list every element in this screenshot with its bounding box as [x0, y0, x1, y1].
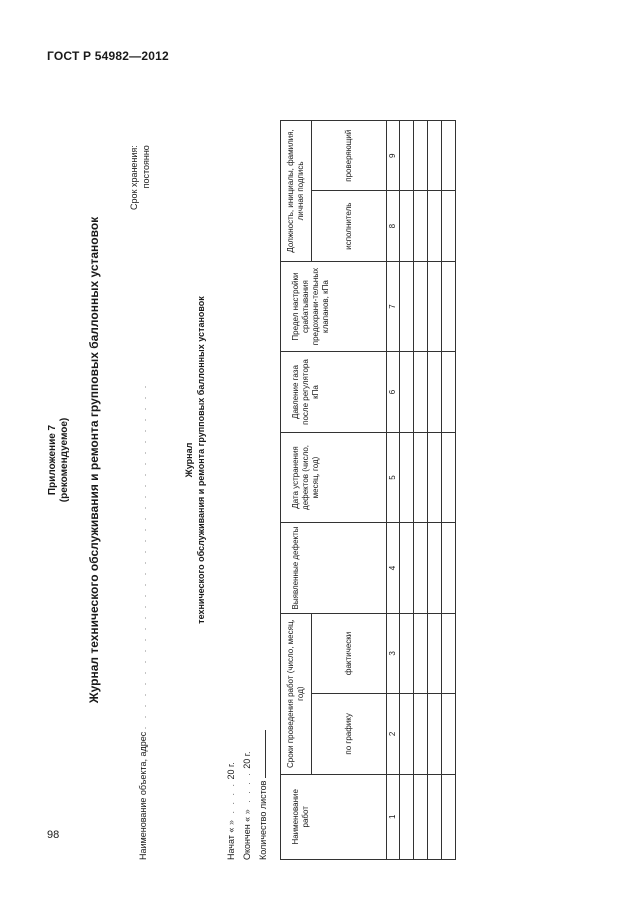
object-address-label: Наименование объекта, адрес [138, 731, 148, 860]
header-work-name: Наименование работ [281, 774, 387, 859]
column-number: 4 [387, 523, 400, 613]
journal-subtitle-text: технического обслуживания и ремонта групповых баллонных установок [196, 296, 206, 624]
object-address-blank: . . . . . . . . . . . . . . . . . . . . . . . . . . . . . . . . [138, 382, 148, 730]
table-cell[interactable] [442, 352, 456, 432]
appendix-subtitle: (рекомендуемое) [59, 417, 70, 503]
header-by-schedule: по графику [312, 694, 387, 774]
finished-day-blank: » . . . . [242, 771, 252, 815]
column-number-row [387, 121, 400, 860]
table-cell[interactable] [442, 694, 456, 774]
started-year: 20 [226, 769, 236, 780]
table-cell[interactable] [414, 432, 428, 522]
table-cell[interactable] [400, 191, 414, 261]
sheets-blank [265, 730, 266, 778]
table-cell[interactable] [428, 191, 442, 261]
column-number: 5 [387, 432, 400, 522]
header-defects-fixed-date: Дата устранения дефектов (число, месяц, год) [281, 432, 387, 522]
started-day-blank: » . . . . [226, 782, 236, 826]
appendix-heading [47, 60, 71, 860]
blank-rows [400, 121, 456, 860]
column-number: 3 [387, 613, 400, 693]
column-number: 2 [387, 694, 400, 774]
table-cell[interactable] [400, 352, 414, 432]
column-number: 9 [387, 121, 400, 191]
finished-year: 20 [242, 758, 252, 769]
table-row [428, 121, 442, 860]
table-cell[interactable] [428, 694, 442, 774]
page-number: 98 [47, 829, 60, 841]
table-cell[interactable] [442, 613, 456, 693]
storage-period-value: постоянно [141, 145, 151, 189]
journal-title: Журнал технического обслуживания и ремонта групповых баллонных установок [87, 216, 101, 704]
table-cell[interactable] [428, 613, 442, 693]
table-cell[interactable] [442, 432, 456, 522]
table-cell[interactable] [414, 352, 428, 432]
table-cell[interactable] [414, 774, 428, 859]
table-cell[interactable] [428, 523, 442, 613]
table-cell[interactable] [400, 694, 414, 774]
table-cell[interactable] [400, 613, 414, 693]
started-line [226, 762, 236, 860]
table-cell[interactable] [428, 352, 442, 432]
maintenance-log-table [280, 120, 456, 860]
table-header-row [281, 121, 312, 860]
table-cell[interactable] [442, 191, 456, 261]
table-cell[interactable] [428, 432, 442, 522]
table-cell[interactable] [414, 613, 428, 693]
table-row [442, 121, 456, 860]
header-actual: фактически [312, 613, 387, 693]
rotated-content [42, 60, 630, 860]
table-row [400, 121, 414, 860]
table-row [414, 121, 428, 860]
column-number: 6 [387, 352, 400, 432]
finished-suffix: г. [242, 751, 252, 757]
header-executor: исполнитель [312, 191, 387, 261]
header-dates-group: Сроки проведения работ (число, месяц, год) [281, 613, 312, 774]
column-number: 7 [387, 261, 400, 351]
table-cell[interactable] [414, 121, 428, 191]
header-relief-valve: Предел настройки срабатывания предохрани-тельных клапанов, кПа [281, 261, 387, 351]
appendix-title: Приложение 7 [47, 424, 58, 496]
table-cell[interactable] [442, 523, 456, 613]
started-label: Начат « [226, 827, 236, 860]
journal-subtitle-word: Журнал [184, 442, 194, 478]
table-cell[interactable] [400, 261, 414, 351]
standard-header: ГОСТ Р 54982—2012 [47, 49, 169, 63]
table-cell[interactable] [442, 774, 456, 859]
storage-period [128, 145, 152, 210]
table-cell[interactable] [442, 121, 456, 191]
table-cell[interactable] [414, 694, 428, 774]
table-cell[interactable] [414, 523, 428, 613]
storage-period-label: Срок хранения: [129, 145, 139, 210]
header-checker: проверяющий [312, 121, 387, 191]
table-cell[interactable] [400, 774, 414, 859]
table-cell[interactable] [400, 523, 414, 613]
table-cell[interactable] [428, 261, 442, 351]
table-cell[interactable] [414, 261, 428, 351]
table-cell[interactable] [400, 432, 414, 522]
sheets-line [258, 730, 268, 860]
table-cell[interactable] [428, 121, 442, 191]
column-number: 1 [387, 774, 400, 859]
column-number: 8 [387, 191, 400, 261]
table-cell[interactable] [414, 191, 428, 261]
sheets-label: Количество листов [258, 780, 268, 860]
header-responsible-group: Должность, инициалы, фамилия, личная подпись [281, 121, 312, 262]
table-cell[interactable] [400, 121, 414, 191]
header-gas-pressure: Давление газа после регулятора кПа [281, 352, 387, 432]
header-defects-found: Выявленные дефекты [281, 523, 387, 613]
table-cell[interactable] [428, 774, 442, 859]
finished-line [242, 752, 252, 860]
started-suffix: г. [226, 762, 236, 767]
object-address-line [138, 383, 148, 860]
finished-label: Окончен « [242, 816, 252, 860]
journal-subtitle [183, 60, 207, 860]
table-cell[interactable] [442, 261, 456, 351]
